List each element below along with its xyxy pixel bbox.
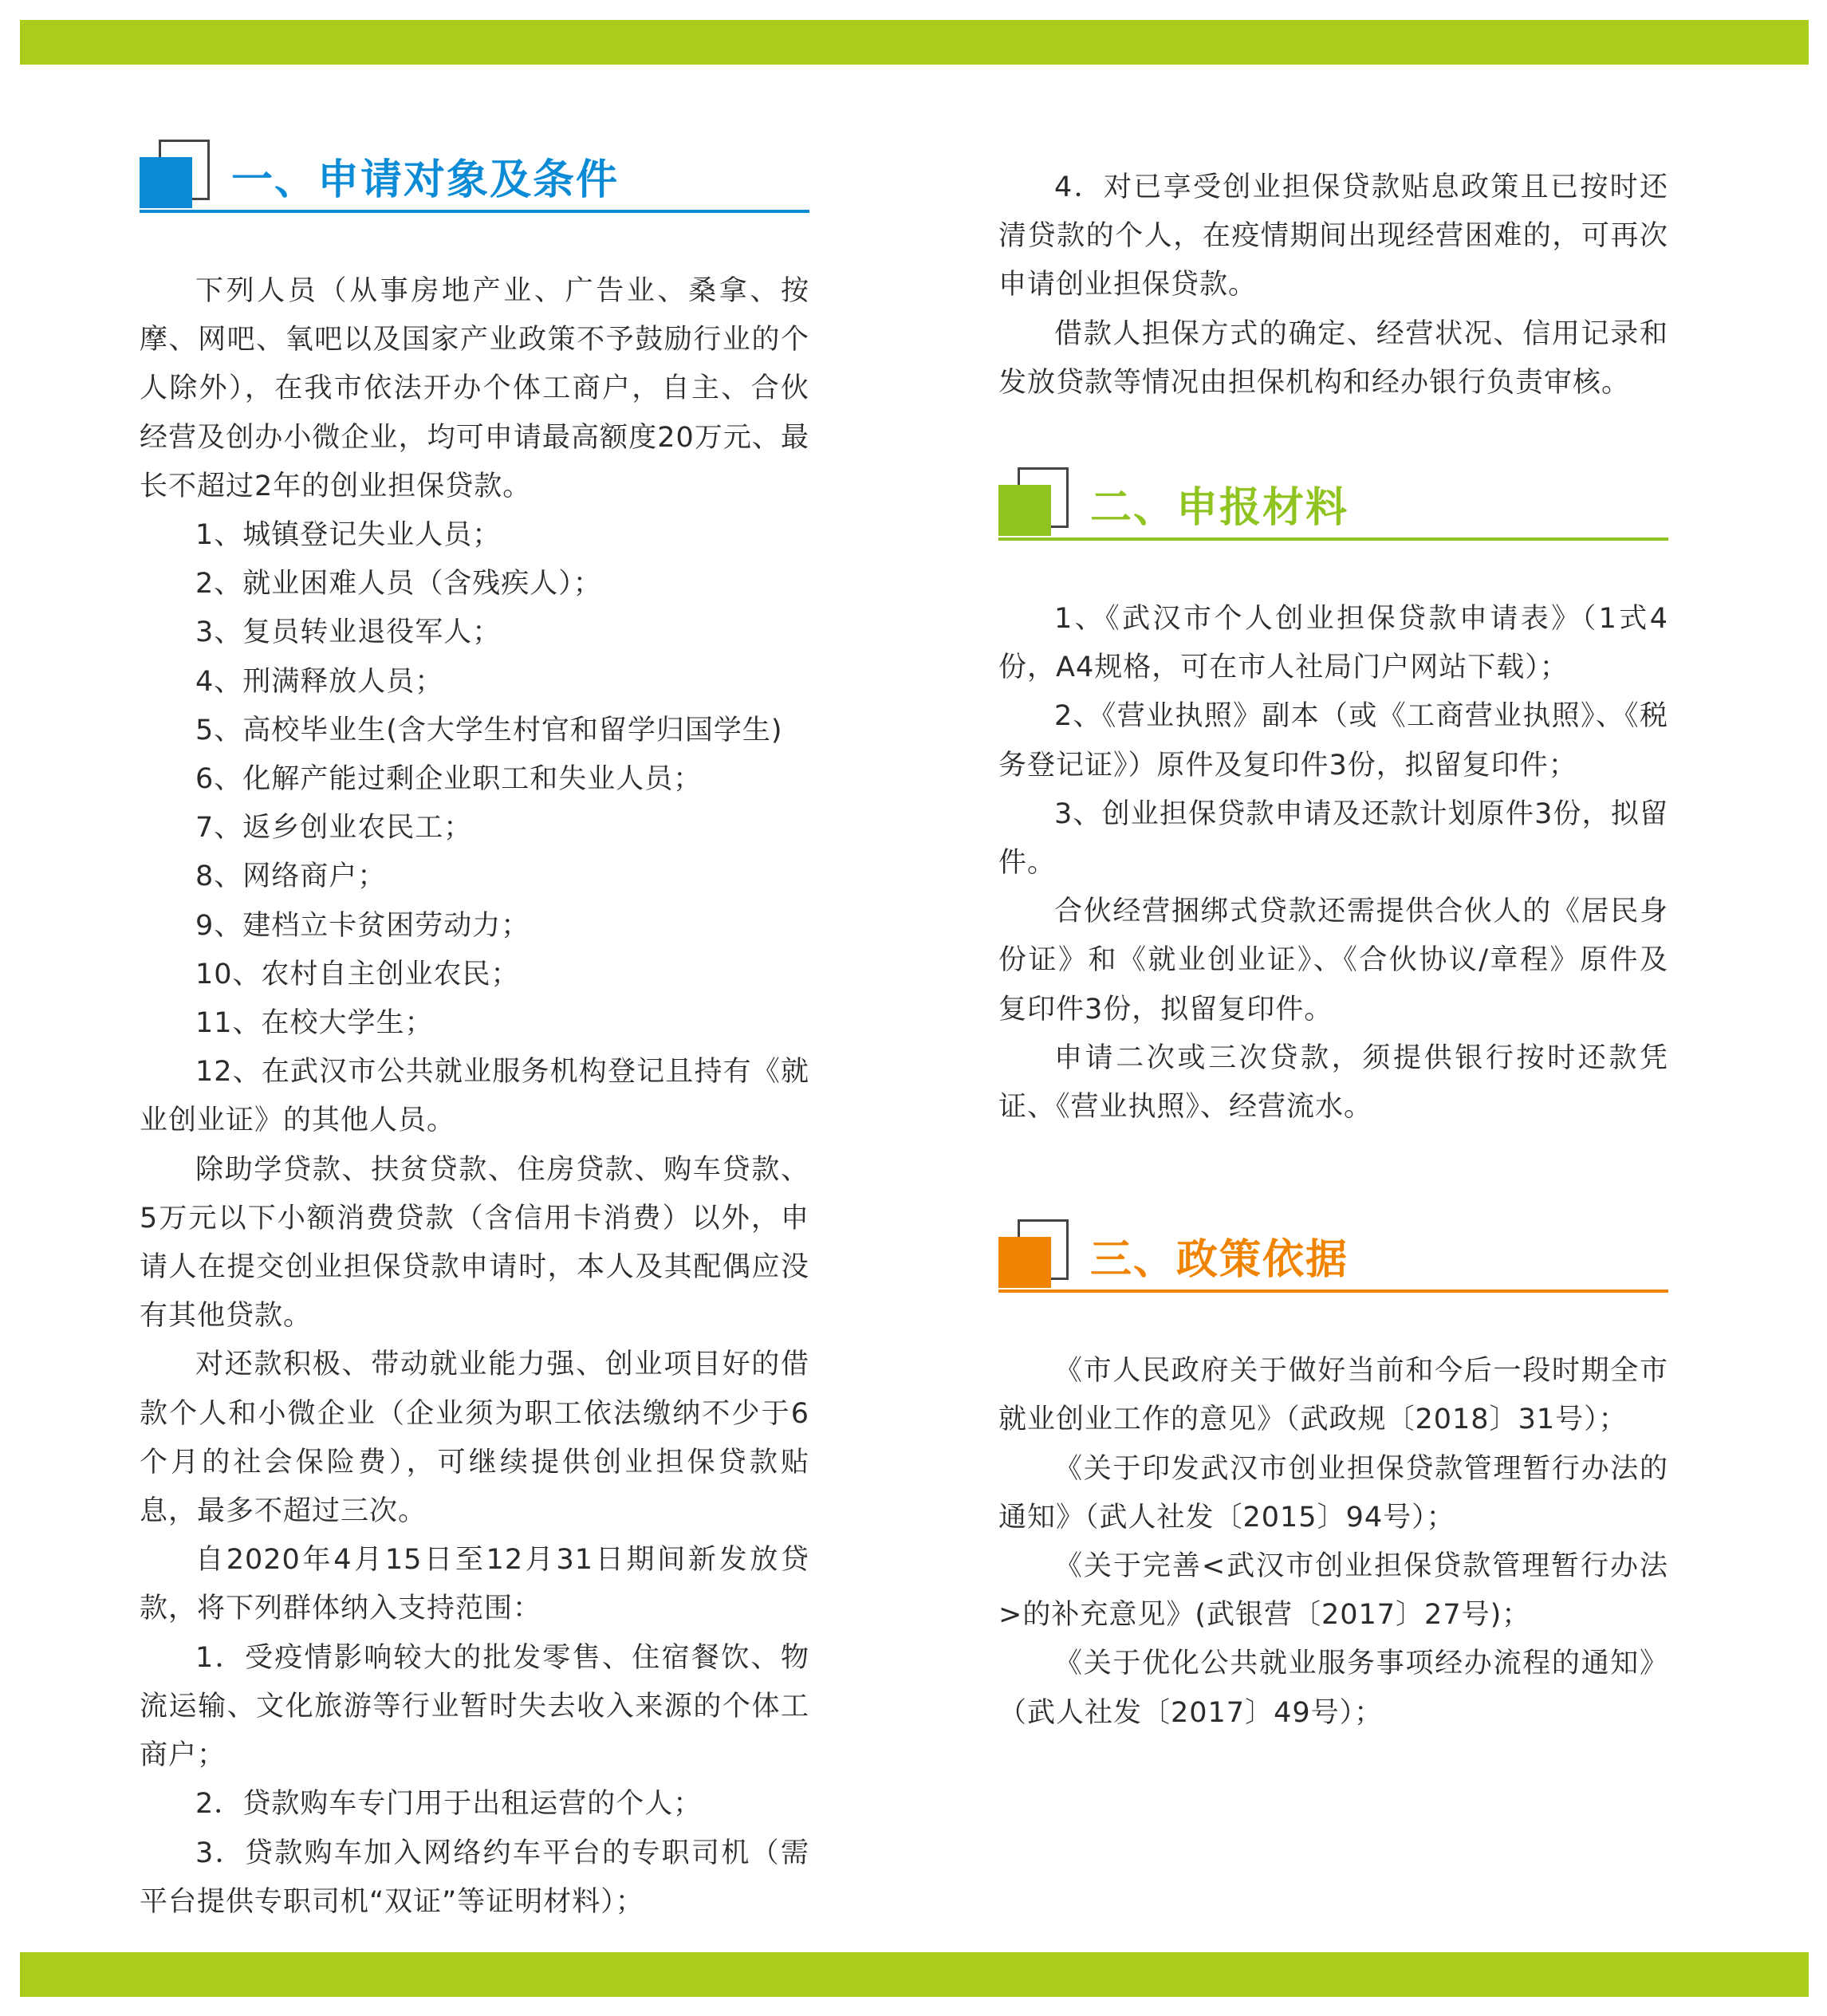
support-groups-list-continued	[998, 163, 1668, 310]
section-2-title: 二、申报材料	[1090, 484, 1349, 533]
list-item: 4、刑满释放人员；	[195, 665, 444, 698]
section-3-square-icon	[998, 1219, 1070, 1291]
list-item: 合伙经营捆绑式贷款还需提供合伙人的《居民身份证》和《就业创业证》、《合伙协议/章程》原件及复印件3份，拟留复印件。	[998, 896, 1668, 1026]
subsidy-paragraph: 对还款积极、带动就业能力强、创业项目好的借款个人和小微企业（企业须为职工依法缴纳不少于6个月的社会保险费），可继续提供创业担保贷款贴息，最多不超过三次。	[140, 1349, 809, 1528]
eligible-persons-list	[140, 511, 809, 1146]
other-loans-paragraph: 除助学贷款、扶贫贷款、住房贷款、购车贷款、5万元以下小额消费贷款（含信用卡消费）以外，申请人在提交创业担保贷款申请时，本人及其配偶应没有其他贷款。	[140, 1153, 809, 1333]
section-1-square-icon	[140, 140, 211, 211]
list-item: 《关于优化公共就业服务事项经办流程的通知》（武人社发〔2017〕49号）；	[998, 1648, 1668, 1729]
section-1-header	[140, 140, 809, 227]
list-item: 申请二次或三次贷款，须提供银行按时还款凭证、《营业执照》、经营流水。	[998, 1041, 1668, 1124]
period-2020-paragraph: 自2020年4月15日至12月31日期间新发放贷款，将下列群体纳入支持范围：	[140, 1544, 809, 1625]
section-3-rule	[998, 1290, 1668, 1293]
list-item: 3、复员转业退役军人；	[195, 616, 502, 649]
list-item: 2．贷款购车专门用于出租运营的个人；	[195, 1788, 703, 1821]
support-groups-list	[140, 1634, 809, 1927]
section-2-square-icon	[998, 467, 1070, 539]
list-item: 1、城镇登记失业人员；	[195, 519, 502, 552]
section-1-intro: 下列人员（从事房地产业、广告业、桑拿、按摩、网吧、氧吧以及国家产业政策不予鼓励行业的个人除外），在我市依法开办个体工商户，自主、合伙经营及创办小微企业，均可申请最高额度20万元、最长不超过2年的创业担保贷款。	[140, 275, 809, 502]
list-item: 《关于完善<武汉市创业担保贷款管理暂行办法>的补充意见》(武银营〔2017〕27号)；	[998, 1550, 1668, 1632]
list-item: 2、就业困难人员（含残疾人）；	[195, 568, 602, 600]
list-item: 1、《武汉市个人创业担保贷款申请表》（1式4份，A4规格，可在市人社局门户网站下载）；	[998, 603, 1668, 684]
list-item: 5、高校毕业生(含大学生村官和留学归国学生)	[195, 714, 783, 746]
list-item: 《关于印发武汉市创业担保贷款管理暂行办法的通知》（武人社发〔2015〕94号）；	[998, 1452, 1668, 1534]
list-item: 11、在校大学生；	[195, 1007, 434, 1040]
list-item: 10、农村自主创业农民；	[195, 958, 520, 990]
list-item: 12、在武汉市公共就业服务机构登记且持有《就业创业证》的其他人员。	[140, 1056, 809, 1137]
materials-list	[998, 595, 1668, 1132]
list-item: 4．对已享受创业担保贷款贴息政策且已按时还清贷款的个人，在疫情期间出现经营困难的，可再次申请创业担保贷款。	[998, 171, 1668, 301]
review-paragraph: 借款人担保方式的确定、经营状况、信用记录和发放贷款等情况由担保机构和经办银行负责审核。	[998, 317, 1668, 399]
list-item: 2、《营业执照》副本（或《工商营业执照》、《税务登记证》）原件及复印件3份，拟留复印件；	[998, 700, 1668, 782]
list-item: 3．贷款购车加入网络约车平台的专职司机（需平台提供专职司机“双证”等证明材料）；	[140, 1837, 809, 1918]
bottom-color-band	[20, 1952, 1809, 1997]
policy-basis-list	[998, 1347, 1668, 1738]
section-2-rule	[998, 537, 1668, 541]
section-2-header	[998, 467, 1668, 555]
list-item: 3、创业担保贷款申请及还款计划原件3份，拟留件。	[998, 797, 1668, 880]
left-column	[140, 140, 809, 1927]
list-item: 9、建档立卡贫困劳动力；	[195, 909, 530, 942]
section-3-header	[998, 1219, 1668, 1307]
section-3-title: 三、政策依据	[1090, 1236, 1349, 1285]
right-column	[998, 163, 1668, 1738]
section-1-rule	[140, 210, 809, 213]
section-1-title: 一、申请对象及条件	[231, 156, 620, 204]
list-item: 8、网络商户；	[195, 860, 387, 893]
list-item: 《市人民政府关于做好当前和今后一段时期全市就业创业工作的意见》（武政规〔2018〕31号）；	[998, 1355, 1668, 1436]
list-item: 6、化解产能过剩企业职工和失业人员；	[195, 763, 703, 796]
list-item: 1．受疫情影响较大的批发零售、住宿餐饮、物流运输、文化旅游等行业暂时失去收入来源的个体工商户；	[140, 1641, 809, 1772]
top-color-band	[20, 20, 1809, 65]
list-item: 7、返乡创业农民工；	[195, 812, 473, 845]
